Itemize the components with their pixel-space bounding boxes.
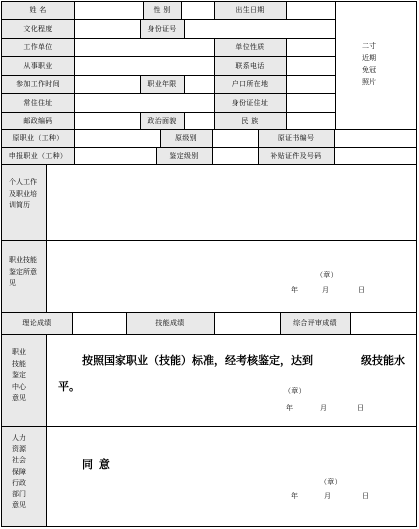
vline [286,38,287,76]
hline [1,112,335,113]
label-postcode: 邮政编码 [23,117,53,125]
label-subsidy-cert-no: 补贴证件及号码 [270,152,322,160]
label-skill-score: 技能成绩 [155,319,185,327]
vline [184,75,185,94]
station-date-year: 年 [291,286,299,294]
label-id-number: 身份证号 [147,25,177,33]
center-statement-line1: 按照国家职业（技能）标准，经考核鉴定，达到 [82,354,313,367]
label-center-opinion: 职业技能鉴定中心意见 [12,348,26,403]
center-date-day: 日 [357,404,365,412]
label-work-years: 职业年限 [147,80,177,88]
hline [1,240,417,241]
label-station-opinion: 职业技能鉴定所意见 [9,256,37,287]
vline [286,75,287,94]
label-training-history: 个人工作及职业培训简历 [9,178,37,209]
hline [1,38,335,39]
vline [184,19,185,39]
label-name: 姓 名 [29,6,47,14]
vline [335,1,336,130]
label-phone: 联系电话 [235,62,265,70]
vline [350,312,351,335]
label-id-address: 身份证住址 [231,99,269,107]
label-theory-score: 理论成绩 [22,319,52,327]
center-date-year: 年 [286,404,294,412]
hline [1,147,417,148]
label-education: 文化程度 [23,25,53,33]
hline [1,93,335,94]
hline [1,56,335,57]
vline [286,112,287,130]
label-occupation: 从事职业 [23,62,53,70]
center-seal: （章） [284,387,306,395]
vline [72,312,73,335]
hr-date-year: 年 [291,492,299,500]
vline [214,312,215,335]
hr-date-day: 日 [362,492,370,500]
label-apply-occupation: 申报职业（工种） [8,152,68,160]
label-political-status: 政治面貌 [147,117,177,125]
station-date-month: 月 [322,286,330,294]
vline [212,129,213,165]
hline [1,75,335,76]
hline [1,334,417,335]
center-statement-line2: 平。 [58,380,80,393]
hline [1,164,417,165]
hline [1,1,417,2]
vline [286,1,287,20]
vline [286,93,287,113]
hline [1,312,417,313]
hline [1,129,417,130]
station-date-day: 日 [358,286,366,294]
label-unit-nature: 单位性质 [235,43,265,51]
vline [46,334,47,527]
label-appraisal-level: 鉴定级别 [169,152,199,160]
station-seal: （章） [316,271,338,279]
label-residence: 常住住址 [23,99,53,107]
center-date-month: 月 [320,404,328,412]
label-workplace: 工作单位 [23,43,53,51]
label-birthdate: 出生日期 [235,6,265,14]
hr-approval: 同 意 [82,458,111,471]
hline [1,19,335,20]
hr-seal: （章） [320,478,342,486]
vline [184,112,185,130]
hline [1,526,417,527]
vline [46,164,47,313]
label-overall-score: 综合评审成绩 [293,319,337,327]
vline [416,1,417,527]
vline [334,129,335,165]
hline [1,426,417,427]
label-hr-opinion: 人力资源社会保障行政部门意见 [12,434,26,510]
vline [181,1,182,20]
label-orig-occupation: 原职业（工种） [12,134,64,142]
vline [74,1,75,165]
photo-placeholder: 二寸近期免冠照片 [362,42,376,86]
label-hukou-location: 户口所在地 [231,80,269,88]
label-ethnicity: 民 族 [241,117,259,125]
center-statement-level: 级技能水 [361,354,405,367]
label-work-start-time: 参加工作时间 [16,80,60,88]
label-gender: 性 别 [153,6,171,14]
hr-date-month: 月 [324,492,332,500]
label-orig-level: 原级别 [175,134,197,142]
label-orig-cert-no: 原证书编号 [277,134,315,142]
